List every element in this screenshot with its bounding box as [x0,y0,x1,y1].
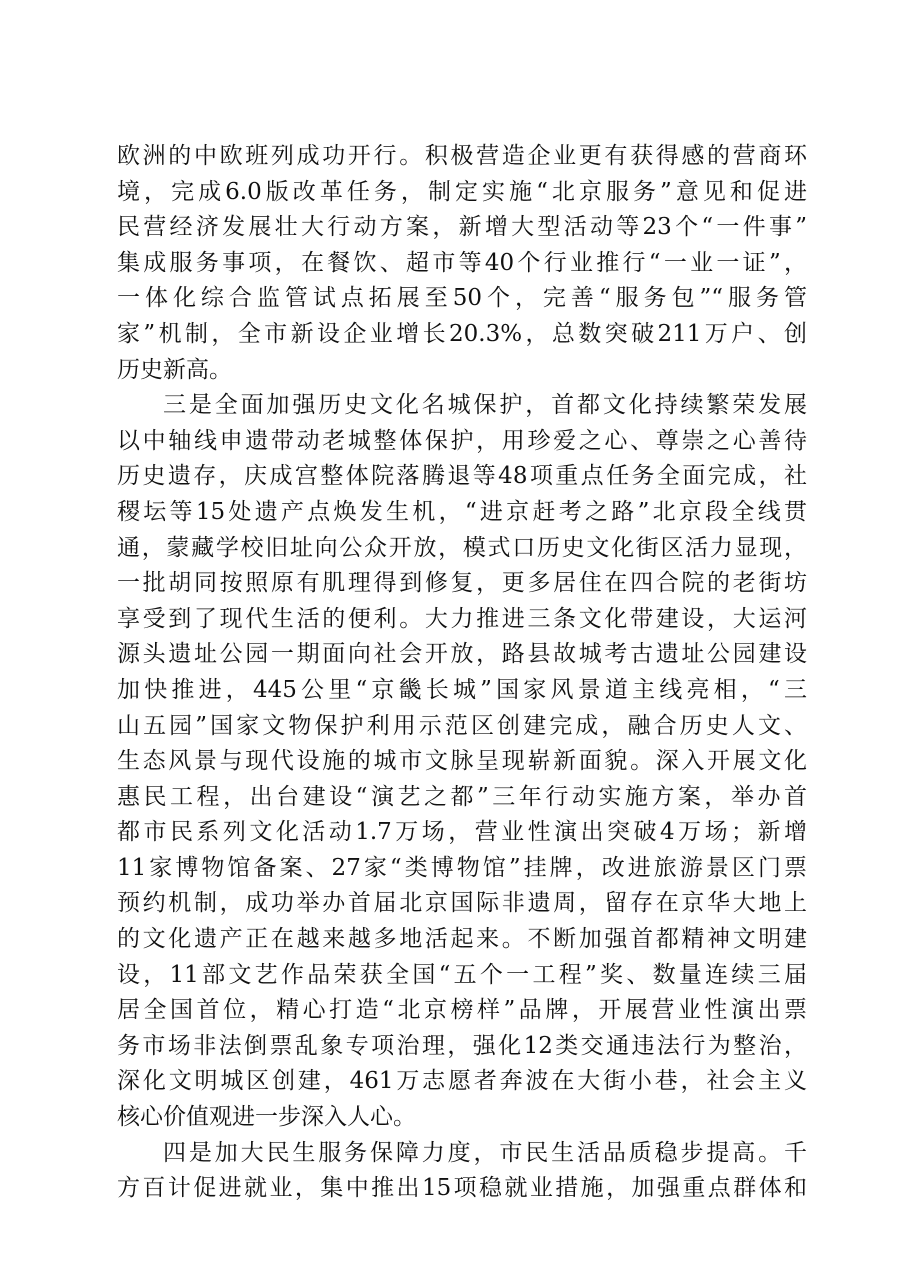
text-line: 以中轴线申遗带动老城整体保护，用珍爱之心、尊崇之心善待 [117,427,807,454]
text-line: 源头遗址公园一期面向社会开放，路县故城考古遗址公园建设 [117,641,807,668]
body-text [117,139,807,1207]
text-line: 历史遗存，庆成宫整体院落腾退等48项重点任务全面完成，社 [117,463,807,490]
text-line: 生态风景与现代设施的城市文脉呈现崭新面貌。深入开展文化 [117,748,807,775]
text-line: 务市场非法倒票乱象专项治理，强化12类交通违法行为整治， [117,1032,807,1059]
paragraph-start-line: 四是加大民生服务保障力度，市民生活品质稳步提高。千 [163,1139,807,1166]
text-line: 家”机制，全市新设企业增长20.3%，总数突破211万户、创 [117,320,807,347]
text-line: 设，11部文艺作品荣获全国“五个一工程”奖、数量连续三届 [117,961,807,988]
text-line: 通，蒙藏学校旧址向公众开放，模式口历史文化街区活力显现， [117,534,807,561]
text-line: 山五园”国家文物保护利用示范区创建完成，融合历史人文、 [117,712,807,739]
text-line: 享受到了现代生活的便利。大力推进三条文化带建设，大运河 [117,605,807,632]
text-line: 历史新高。 [117,356,232,383]
text-line: 惠民工程，出台建设“演艺之都”三年行动实施方案，举办首 [117,783,807,810]
text-line: 境，完成6.0版改革任务，制定实施“北京服务”意见和促进 [117,178,807,205]
text-line: 11家博物馆备案、27家“类博物馆”挂牌，改进旅游景区门票 [117,854,807,881]
text-line: 预约机制，成功举办首届北京国际非遗周，留存在京华大地上 [117,890,807,917]
text-line: 稷坛等15处遗产点焕发生机，“进京赶考之路”北京段全线贯 [117,498,807,525]
text-line: 方百计促进就业，集中推出15项稳就业措施，加强重点群体和 [117,1175,807,1202]
text-line: 民营经济发展壮大行动方案，新增大型活动等23个“一件事” [117,214,807,241]
text-line: 加快推进，445公里“京畿长城”国家风景道主线亮相，“三 [117,676,807,703]
paragraph-start-line: 三是全面加强历史文化名城保护，首都文化持续繁荣发展 [163,392,807,419]
text-line: 深化文明城区创建，461万志愿者奔波在大街小巷，社会主义 [117,1068,807,1095]
text-line: 核心价值观进一步深入人心。 [117,1104,416,1131]
text-line: 欧洲的中欧班列成功开行。积极营造企业更有获得感的营商环 [117,143,807,169]
text-line: 的文化遗产正在越来越多地活起来。不断加强首都精神文明建 [117,926,807,953]
text-line: 一体化综合监管试点拓展至50个，完善“服务包”“服务管 [117,285,807,312]
text-line: 都市民系列文化活动1.7万场，营业性演出突破4万场；新增 [117,819,807,846]
text-line: 一批胡同按照原有肌理得到修复，更多居住在四合院的老街坊 [117,570,807,597]
text-line: 集成服务事项，在餐饮、超市等40个行业推行“一业一证”， [117,249,807,276]
text-line: 居全国首位，精心打造“北京榜样”品牌，开展营业性演出票 [117,997,807,1024]
